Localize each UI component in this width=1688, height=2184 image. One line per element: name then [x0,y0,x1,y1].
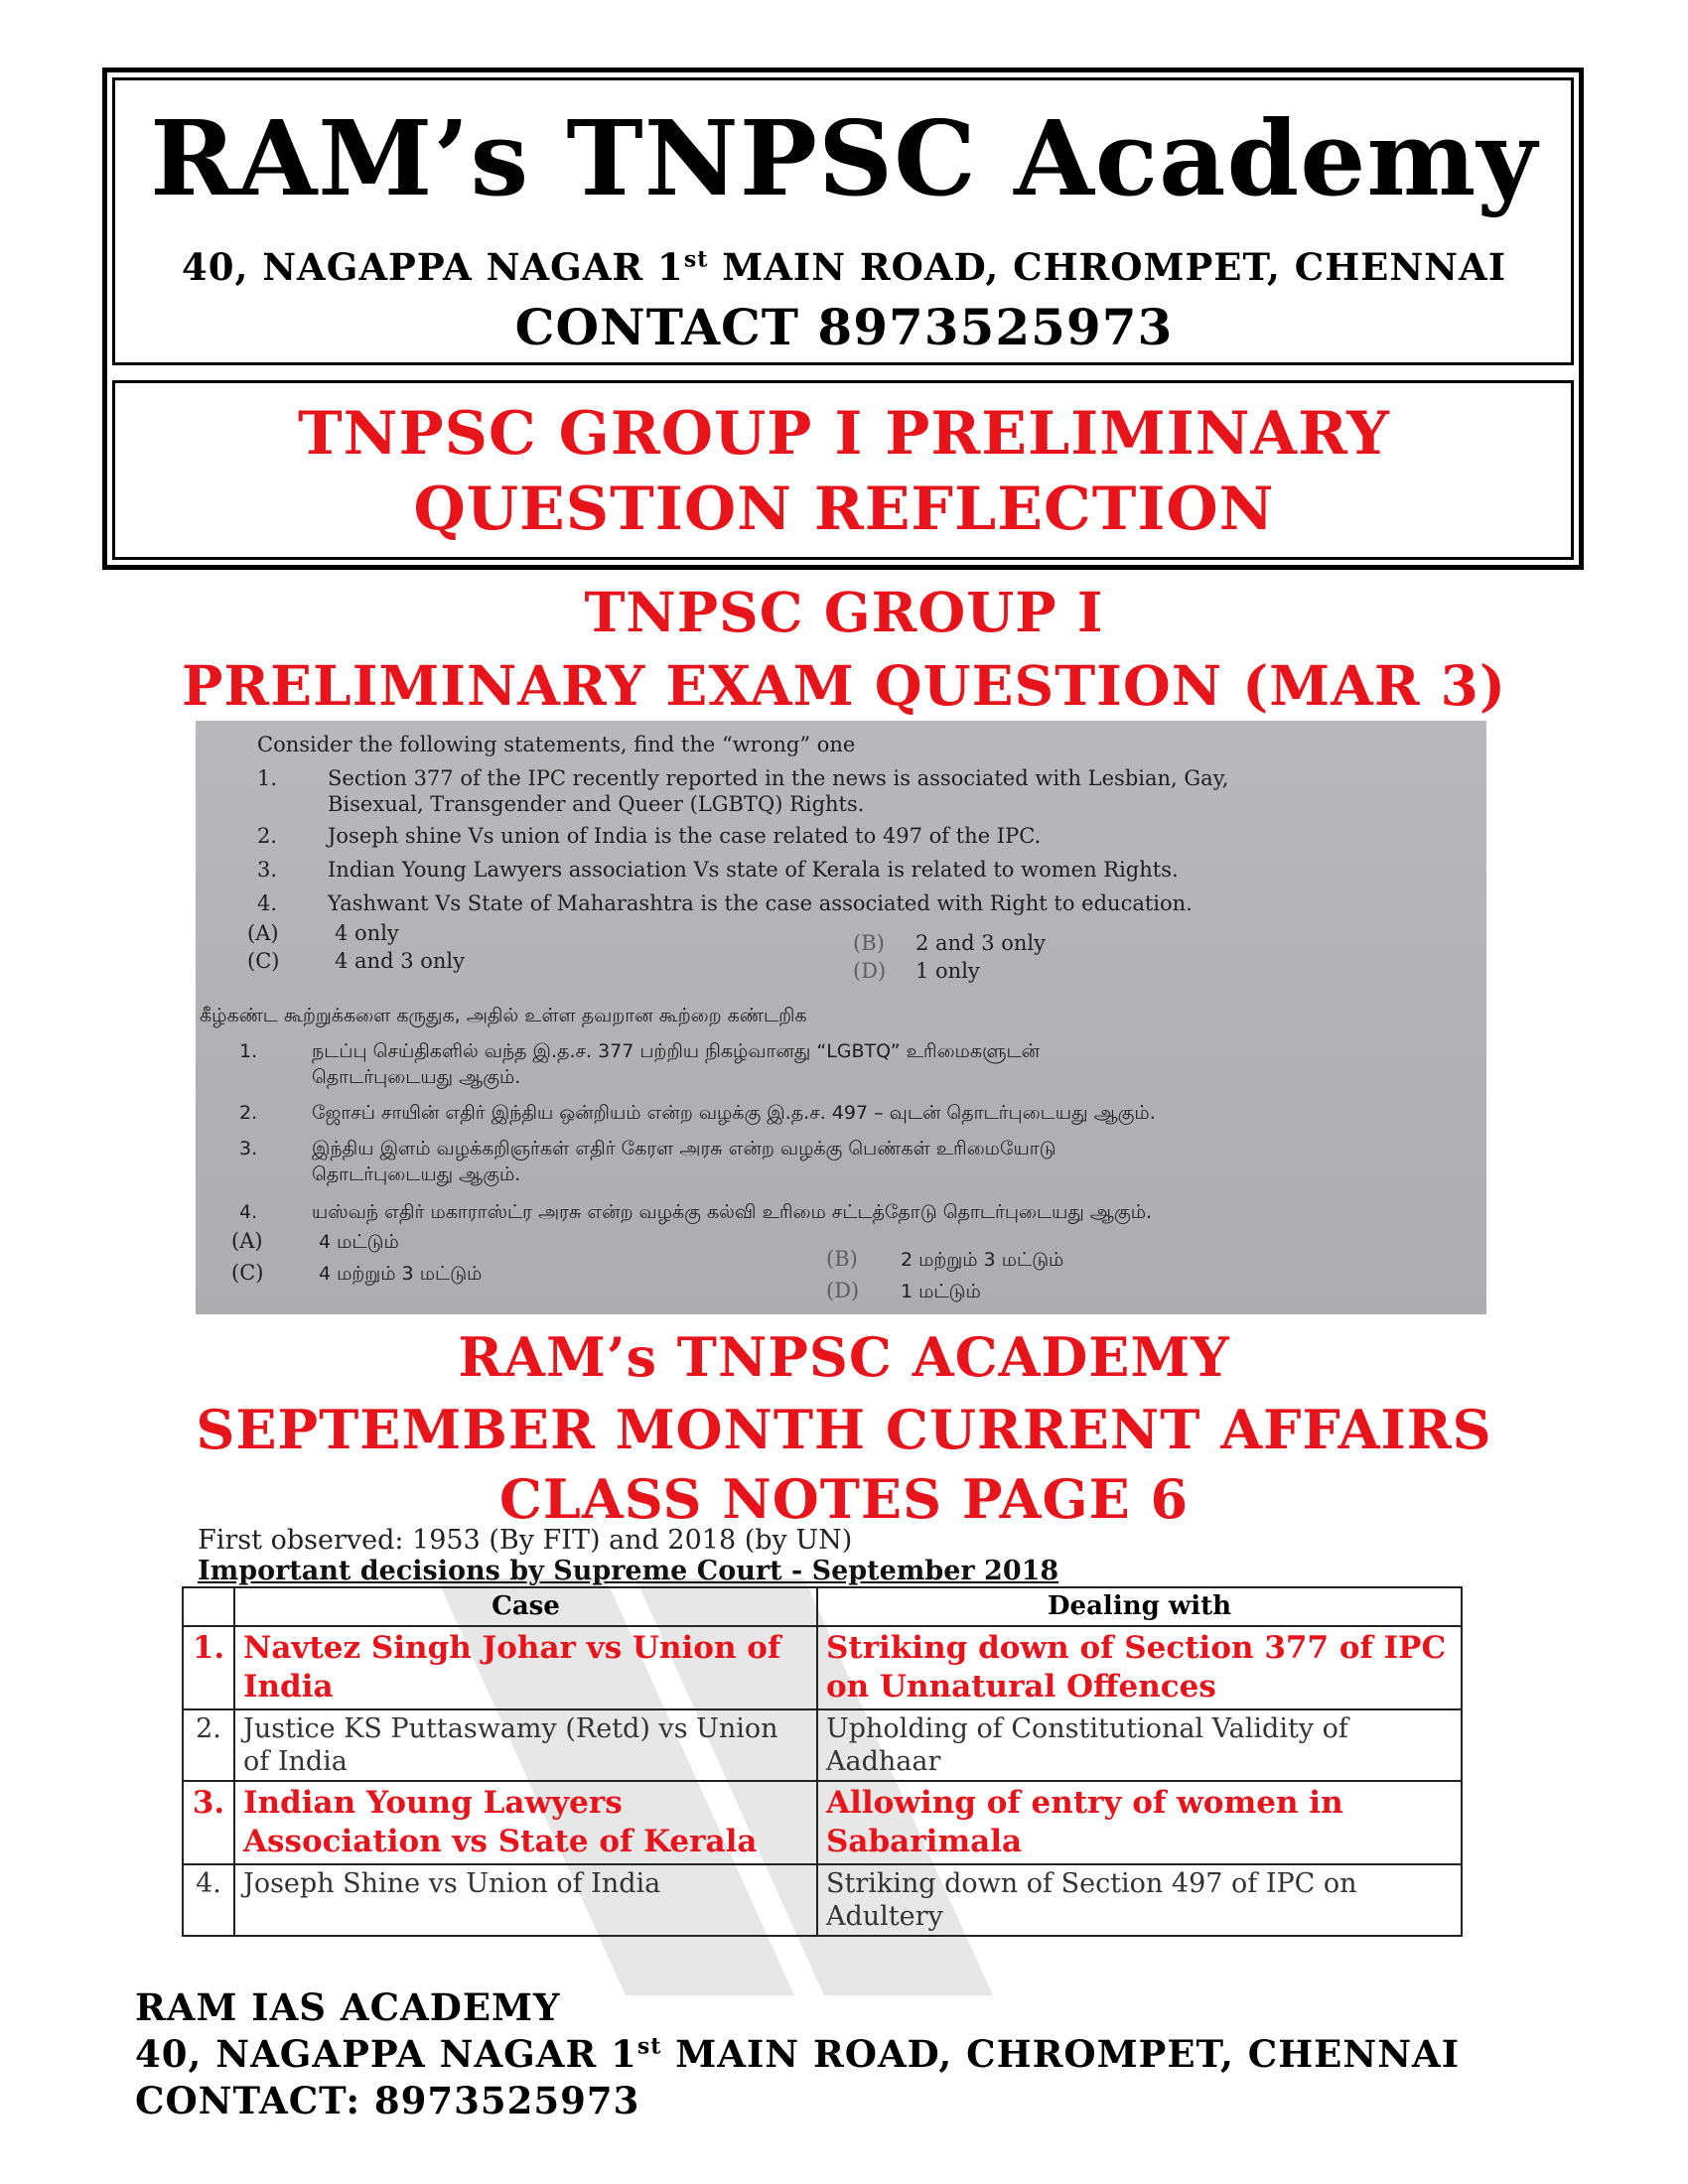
option-b: 2 and 3 only [915,931,1046,955]
banner-title-line1: TNPSC GROUP I PRELIMINARY [298,399,1390,469]
header-dealing-with: Dealing with [817,1587,1462,1626]
footer-name: RAM IAS ACADEMY [135,1985,561,2029]
statement-text: Section 377 of the IPC recently reported in the news is associated with Lesbian, Gay, [328,766,1229,790]
exam-heading-line1: TNPSC GROUP I [584,580,1104,644]
notes-heading-line2: SEPTEMBER MONTH CURRENT AFFAIRS [196,1398,1492,1461]
option-d-label-ta: (D) [826,1279,860,1302]
table-header-row [183,1587,1462,1626]
row-number: 1. [183,1626,234,1709]
statement-number: 3. [257,858,278,882]
table-row [183,1709,1462,1781]
statement-number: 1. [257,766,278,790]
row-dealing-with: Striking down of Section 377 of IPC on Unnatural Offences [817,1626,1462,1709]
table-title: Important decisions by Supreme Court - September 2018 [198,1556,1059,1586]
option-a-label: (A) [247,921,279,945]
option-d: 1 only [915,959,980,983]
exam-heading-line2: PRELIMINARY EXAM QUESTION (MAR 3) [182,653,1506,718]
statement-number: 4. [257,891,278,915]
statement-text-ta: நடப்பு செய்திகளில் வந்த இ.த.ச. 377 பற்றிய நிகழ்வானது “LGBTQ” உரிமைகளுடன் [312,1040,1041,1062]
option-b-ta: 2 மற்றும் 3 மட்டும் [901,1249,1064,1271]
option-c-label-ta: (C) [231,1261,264,1285]
table-row [183,1626,1462,1709]
option-b-label-ta: (B) [826,1247,858,1271]
first-observed-line: First observed: 1953 (By FIT) and 2018 (by UN) [198,1525,853,1556]
header-case: Case [234,1587,817,1626]
statement-number-ta: 1. [239,1040,258,1062]
statement-number-ta: 2. [239,1102,258,1124]
scanned-question-image [196,721,1486,1314]
row-dealing-with: Allowing of entry of women in Sabarimala [817,1781,1462,1864]
academy-contact: CONTACT 8973525973 [514,298,1174,356]
option-a: 4 only [335,921,399,945]
statement-text-ta: இந்திய இளம் வழக்கறிஞர்கள் எதிர் கேரள அரசு என்ற வழக்கு பெண்கள் உரிமையோடு [312,1138,1056,1160]
option-c-label: (C) [247,949,280,973]
row-number: 4. [183,1864,234,1936]
row-case: Joseph Shine vs Union of India [234,1864,817,1936]
statement-text-ta: ஜோசப் சாயின் எதிர் இந்திய ஒன்றியம் என்ற வழக்கு இ.த.ச. 497 – வுடன் தொடர்புடையது ஆகும். [312,1102,1156,1124]
footer-contact: CONTACT: 8973525973 [135,2079,640,2122]
supreme-court-decisions-table [182,1586,1463,1937]
statement-text-ta: தொடர்புடையது ஆகும். [312,1066,521,1088]
row-number: 3. [183,1781,234,1864]
row-number: 2. [183,1709,234,1781]
banner-title-line2: QUESTION REFLECTION [413,475,1275,544]
row-dealing-with: Upholding of Constitutional Validity of Aadhaar [817,1709,1462,1781]
option-a-label-ta: (A) [231,1229,263,1253]
row-dealing-with: Striking down of Section 497 of IPC on Adultery [817,1864,1462,1936]
table-row [183,1864,1462,1936]
question-stem-en: Consider the following statements, find the “wrong” one [257,733,856,756]
option-d-label: (D) [853,959,887,983]
statement-text: Yashwant Vs State of Maharashtra is the case associated with Right to education. [328,891,1193,915]
statement-number: 2. [257,824,278,848]
option-d-ta: 1 மட்டும் [901,1281,981,1302]
row-case: Justice KS Puttaswamy (Retd) vs Union of India [234,1709,817,1781]
notes-heading-line1: RAM’s TNPSC ACADEMY [458,1325,1230,1389]
academy-address: 40, NAGAPPA NAGAR 1st MAIN ROAD, CHROMPET, CHENNAI [181,245,1507,289]
academy-title: RAM’s TNPSC Academy [150,97,1538,219]
header-num [183,1587,234,1626]
statement-text-ta: யஸ்வந் எதிர் மகாராஸ்ட்ர அரசு என்ற வழக்கு கல்வி உரிமை சட்டத்தோடு தொடர்புடையது ஆகும். [312,1201,1153,1223]
option-a-ta: 4 மட்டும் [319,1231,399,1253]
row-case: Indian Young Lawyers Association vs State of Kerala [234,1781,817,1864]
statement-text: Indian Young Lawyers association Vs state of Kerala is related to women Rights. [328,858,1179,882]
option-c-ta: 4 மற்றும் 3 மட்டும் [319,1263,483,1285]
option-c: 4 and 3 only [335,949,465,973]
statement-text: Bisexual, Transgender and Queer (LGBTQ) Rights. [328,792,865,816]
statement-text-ta: தொடர்புடையது ஆகும். [312,1163,521,1185]
statement-text: Joseph shine Vs union of India is the case related to 497 of the IPC. [328,824,1042,848]
footer-address: 40, NAGAPPA NAGAR 1st MAIN ROAD, CHROMPET, CHENNAI [135,2032,1461,2076]
table-row [183,1781,1462,1864]
question-stem-ta: கீழ்கண்ட கூற்றுக்களை கருதுக, அதில் உள்ள தவறான கூற்றை கண்டறிக [200,1005,807,1026]
notes-heading-line3: CLASS NOTES PAGE 6 [498,1467,1190,1531]
statement-number-ta: 4. [239,1201,258,1223]
row-case: Navtez Singh Johar vs Union of India [234,1626,817,1709]
option-b-label: (B) [853,931,885,955]
statement-number-ta: 3. [239,1138,258,1160]
